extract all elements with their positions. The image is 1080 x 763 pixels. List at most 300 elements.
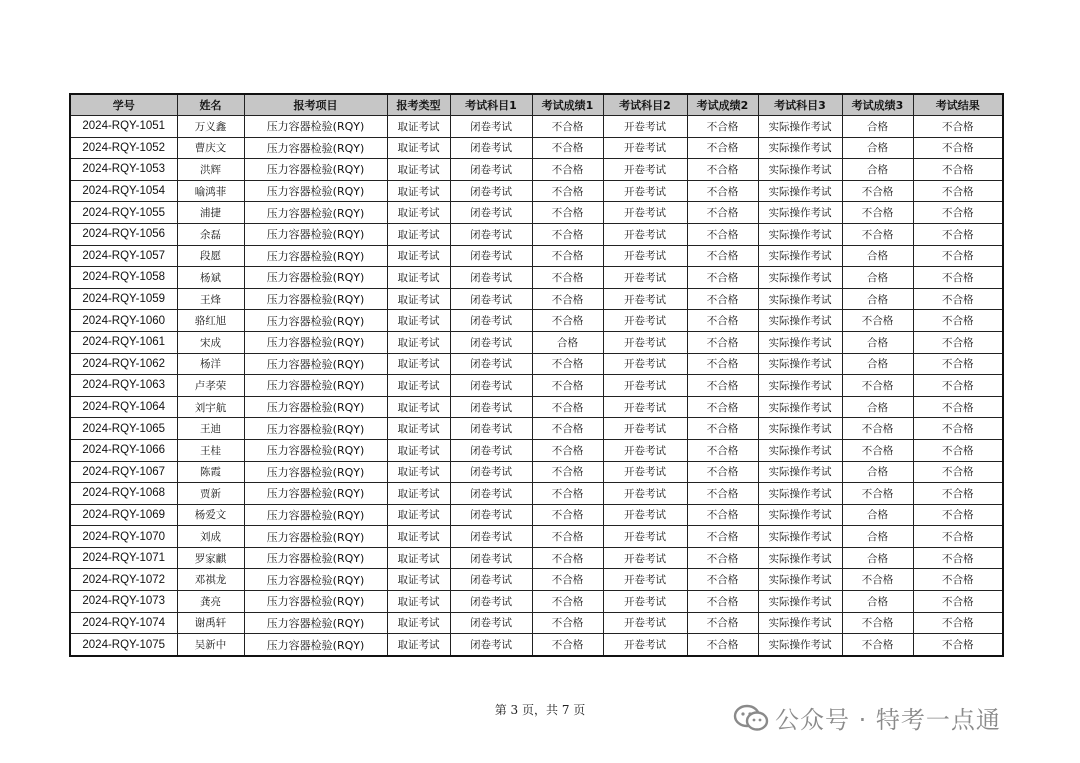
cell-score-3: 合格 xyxy=(842,526,913,548)
page-number: 第 3 页，共 7 页 xyxy=(494,703,586,717)
cell-result: 不合格 xyxy=(913,180,1003,202)
cell-student-id: 2024-RQY-1051 xyxy=(70,116,177,138)
cell-student-id: 2024-RQY-1053 xyxy=(70,159,177,181)
cell-score-2: 不合格 xyxy=(687,461,758,483)
cell-score-3: 不合格 xyxy=(842,612,913,634)
cell-subject-2: 开卷考试 xyxy=(603,353,687,375)
cell-type: 取证考试 xyxy=(387,634,450,656)
table-row xyxy=(70,375,1003,397)
cell-project: 压力容器检验(RQY) xyxy=(244,331,387,353)
cell-score-1: 不合格 xyxy=(532,353,603,375)
cell-subject-1: 闭卷考试 xyxy=(450,223,532,245)
cell-score-3: 不合格 xyxy=(842,202,913,224)
cell-score-2: 不合格 xyxy=(687,375,758,397)
cell-name: 刘宇航 xyxy=(177,396,244,418)
cell-subject-1: 闭卷考试 xyxy=(450,245,532,267)
cell-name: 宋成 xyxy=(177,331,244,353)
cell-score-3: 不合格 xyxy=(842,483,913,505)
cell-project: 压力容器检验(RQY) xyxy=(244,569,387,591)
cell-type: 取证考试 xyxy=(387,483,450,505)
cell-score-2: 不合格 xyxy=(687,353,758,375)
cell-score-1: 不合格 xyxy=(532,137,603,159)
cell-student-id: 2024-RQY-1071 xyxy=(70,547,177,569)
cell-name: 万义鑫 xyxy=(177,116,244,138)
cell-subject-3: 实际操作考试 xyxy=(758,310,842,332)
cell-subject-1: 闭卷考试 xyxy=(450,202,532,224)
table-row xyxy=(70,439,1003,461)
cell-subject-1: 闭卷考试 xyxy=(450,461,532,483)
cell-subject-2: 开卷考试 xyxy=(603,180,687,202)
cell-student-id: 2024-RQY-1061 xyxy=(70,331,177,353)
header-score-1: 考试成绩1 xyxy=(532,94,603,116)
cell-subject-3: 实际操作考试 xyxy=(758,504,842,526)
cell-score-1: 不合格 xyxy=(532,504,603,526)
table-row xyxy=(70,504,1003,526)
cell-student-id: 2024-RQY-1070 xyxy=(70,526,177,548)
cell-project: 压力容器检验(RQY) xyxy=(244,439,387,461)
cell-student-id: 2024-RQY-1063 xyxy=(70,375,177,397)
cell-result: 不合格 xyxy=(913,267,1003,289)
cell-student-id: 2024-RQY-1057 xyxy=(70,245,177,267)
cell-score-2: 不合格 xyxy=(687,439,758,461)
cell-subject-2: 开卷考试 xyxy=(603,331,687,353)
cell-score-1: 不合格 xyxy=(532,439,603,461)
cell-project: 压力容器检验(RQY) xyxy=(244,245,387,267)
cell-score-3: 不合格 xyxy=(842,569,913,591)
cell-student-id: 2024-RQY-1052 xyxy=(70,137,177,159)
cell-subject-3: 实际操作考试 xyxy=(758,202,842,224)
cell-subject-2: 开卷考试 xyxy=(603,612,687,634)
cell-result: 不合格 xyxy=(913,288,1003,310)
table-row xyxy=(70,612,1003,634)
cell-type: 取证考试 xyxy=(387,223,450,245)
cell-project: 压力容器检验(RQY) xyxy=(244,159,387,181)
cell-student-id: 2024-RQY-1060 xyxy=(70,310,177,332)
cell-score-1: 不合格 xyxy=(532,612,603,634)
cell-score-2: 不合格 xyxy=(687,612,758,634)
cell-subject-1: 闭卷考试 xyxy=(450,547,532,569)
cell-score-2: 不合格 xyxy=(687,180,758,202)
cell-subject-2: 开卷考试 xyxy=(603,116,687,138)
cell-subject-3: 实际操作考试 xyxy=(758,483,842,505)
cell-score-2: 不合格 xyxy=(687,526,758,548)
table-row xyxy=(70,331,1003,353)
cell-subject-2: 开卷考试 xyxy=(603,375,687,397)
cell-subject-1: 闭卷考试 xyxy=(450,353,532,375)
cell-subject-2: 开卷考试 xyxy=(603,396,687,418)
cell-score-2: 不合格 xyxy=(687,116,758,138)
cell-name: 喻鸿菲 xyxy=(177,180,244,202)
cell-name: 骆红旭 xyxy=(177,310,244,332)
cell-subject-3: 实际操作考试 xyxy=(758,137,842,159)
cell-student-id: 2024-RQY-1072 xyxy=(70,569,177,591)
header-subject-1: 考试科目1 xyxy=(450,94,532,116)
table-row xyxy=(70,267,1003,289)
cell-subject-1: 闭卷考试 xyxy=(450,591,532,613)
cell-score-1: 不合格 xyxy=(532,159,603,181)
cell-result: 不合格 xyxy=(913,223,1003,245)
cell-result: 不合格 xyxy=(913,504,1003,526)
cell-result: 不合格 xyxy=(913,418,1003,440)
table-row xyxy=(70,526,1003,548)
cell-score-2: 不合格 xyxy=(687,267,758,289)
cell-subject-3: 实际操作考试 xyxy=(758,439,842,461)
cell-score-3: 不合格 xyxy=(842,223,913,245)
cell-subject-2: 开卷考试 xyxy=(603,137,687,159)
cell-subject-3: 实际操作考试 xyxy=(758,267,842,289)
cell-score-3: 合格 xyxy=(842,116,913,138)
cell-project: 压力容器检验(RQY) xyxy=(244,483,387,505)
cell-name: 曹庆文 xyxy=(177,137,244,159)
cell-student-id: 2024-RQY-1064 xyxy=(70,396,177,418)
cell-name: 刘成 xyxy=(177,526,244,548)
cell-score-2: 不合格 xyxy=(687,591,758,613)
cell-subject-1: 闭卷考试 xyxy=(450,483,532,505)
cell-score-3: 不合格 xyxy=(842,418,913,440)
cell-type: 取证考试 xyxy=(387,353,450,375)
cell-type: 取证考试 xyxy=(387,331,450,353)
cell-score-1: 不合格 xyxy=(532,591,603,613)
table-row xyxy=(70,396,1003,418)
cell-result: 不合格 xyxy=(913,116,1003,138)
watermark xyxy=(733,700,1001,735)
header-type: 报考类型 xyxy=(387,94,450,116)
cell-student-id: 2024-RQY-1059 xyxy=(70,288,177,310)
cell-result: 不合格 xyxy=(913,245,1003,267)
cell-project: 压力容器检验(RQY) xyxy=(244,547,387,569)
cell-project: 压力容器检验(RQY) xyxy=(244,202,387,224)
cell-subject-1: 闭卷考试 xyxy=(450,569,532,591)
cell-student-id: 2024-RQY-1067 xyxy=(70,461,177,483)
header-score-3: 考试成绩3 xyxy=(842,94,913,116)
cell-project: 压力容器检验(RQY) xyxy=(244,267,387,289)
cell-score-1: 不合格 xyxy=(532,202,603,224)
cell-type: 取证考试 xyxy=(387,288,450,310)
cell-project: 压力容器检验(RQY) xyxy=(244,310,387,332)
cell-subject-2: 开卷考试 xyxy=(603,202,687,224)
cell-score-3: 不合格 xyxy=(842,375,913,397)
cell-subject-3: 实际操作考试 xyxy=(758,180,842,202)
cell-result: 不合格 xyxy=(913,612,1003,634)
cell-project: 压力容器检验(RQY) xyxy=(244,461,387,483)
cell-score-1: 不合格 xyxy=(532,569,603,591)
table-row xyxy=(70,547,1003,569)
cell-subject-2: 开卷考试 xyxy=(603,245,687,267)
cell-subject-3: 实际操作考试 xyxy=(758,375,842,397)
cell-score-1: 不合格 xyxy=(532,418,603,440)
cell-subject-3: 实际操作考试 xyxy=(758,159,842,181)
header-subject-3: 考试科目3 xyxy=(758,94,842,116)
cell-score-1: 不合格 xyxy=(532,267,603,289)
cell-score-2: 不合格 xyxy=(687,245,758,267)
results-table-container xyxy=(69,93,1004,657)
cell-subject-1: 闭卷考试 xyxy=(450,137,532,159)
cell-name: 段愿 xyxy=(177,245,244,267)
cell-name: 邓祺龙 xyxy=(177,569,244,591)
cell-name: 王桂 xyxy=(177,439,244,461)
cell-score-3: 合格 xyxy=(842,591,913,613)
cell-score-3: 不合格 xyxy=(842,180,913,202)
results-table xyxy=(69,93,1004,657)
cell-score-1: 不合格 xyxy=(532,375,603,397)
table-row xyxy=(70,137,1003,159)
cell-subject-3: 实际操作考试 xyxy=(758,461,842,483)
header-project: 报考项目 xyxy=(244,94,387,116)
cell-score-2: 不合格 xyxy=(687,288,758,310)
cell-type: 取证考试 xyxy=(387,396,450,418)
cell-subject-1: 闭卷考试 xyxy=(450,267,532,289)
cell-score-3: 合格 xyxy=(842,245,913,267)
cell-subject-2: 开卷考试 xyxy=(603,634,687,656)
cell-project: 压力容器检验(RQY) xyxy=(244,288,387,310)
cell-score-2: 不合格 xyxy=(687,634,758,656)
cell-type: 取证考试 xyxy=(387,375,450,397)
cell-project: 压力容器检验(RQY) xyxy=(244,418,387,440)
cell-subject-2: 开卷考试 xyxy=(603,288,687,310)
cell-name: 洪辉 xyxy=(177,159,244,181)
cell-score-3: 合格 xyxy=(842,159,913,181)
cell-project: 压力容器检验(RQY) xyxy=(244,396,387,418)
table-row xyxy=(70,245,1003,267)
cell-score-3: 合格 xyxy=(842,461,913,483)
header-name: 姓名 xyxy=(177,94,244,116)
table-row xyxy=(70,483,1003,505)
table-row xyxy=(70,353,1003,375)
cell-score-1: 不合格 xyxy=(532,483,603,505)
cell-result: 不合格 xyxy=(913,634,1003,656)
cell-subject-3: 实际操作考试 xyxy=(758,116,842,138)
cell-subject-1: 闭卷考试 xyxy=(450,310,532,332)
cell-subject-1: 闭卷考试 xyxy=(450,375,532,397)
cell-result: 不合格 xyxy=(913,137,1003,159)
cell-subject-1: 闭卷考试 xyxy=(450,634,532,656)
cell-subject-3: 实际操作考试 xyxy=(758,634,842,656)
cell-result: 不合格 xyxy=(913,439,1003,461)
cell-subject-2: 开卷考试 xyxy=(603,418,687,440)
cell-name: 龚亮 xyxy=(177,591,244,613)
cell-score-3: 不合格 xyxy=(842,439,913,461)
cell-subject-3: 实际操作考试 xyxy=(758,418,842,440)
cell-result: 不合格 xyxy=(913,396,1003,418)
cell-subject-1: 闭卷考试 xyxy=(450,526,532,548)
cell-result: 不合格 xyxy=(913,526,1003,548)
cell-type: 取证考试 xyxy=(387,310,450,332)
table-row xyxy=(70,116,1003,138)
cell-score-1: 合格 xyxy=(532,331,603,353)
cell-type: 取证考试 xyxy=(387,526,450,548)
cell-type: 取证考试 xyxy=(387,591,450,613)
cell-result: 不合格 xyxy=(913,591,1003,613)
cell-project: 压力容器检验(RQY) xyxy=(244,504,387,526)
cell-name: 杨斌 xyxy=(177,267,244,289)
cell-subject-2: 开卷考试 xyxy=(603,461,687,483)
cell-score-3: 合格 xyxy=(842,396,913,418)
cell-score-1: 不合格 xyxy=(532,547,603,569)
cell-score-1: 不合格 xyxy=(532,180,603,202)
cell-name: 王迪 xyxy=(177,418,244,440)
cell-project: 压力容器检验(RQY) xyxy=(244,116,387,138)
cell-subject-2: 开卷考试 xyxy=(603,310,687,332)
cell-result: 不合格 xyxy=(913,483,1003,505)
watermark-text: 公众号 · 特考一点通 xyxy=(775,706,1001,734)
cell-type: 取证考试 xyxy=(387,180,450,202)
cell-student-id: 2024-RQY-1065 xyxy=(70,418,177,440)
cell-score-1: 不合格 xyxy=(532,288,603,310)
cell-subject-2: 开卷考试 xyxy=(603,483,687,505)
cell-project: 压力容器检验(RQY) xyxy=(244,591,387,613)
cell-result: 不合格 xyxy=(913,461,1003,483)
cell-student-id: 2024-RQY-1054 xyxy=(70,180,177,202)
cell-student-id: 2024-RQY-1062 xyxy=(70,353,177,375)
cell-project: 压力容器检验(RQY) xyxy=(244,526,387,548)
cell-result: 不合格 xyxy=(913,202,1003,224)
cell-subject-2: 开卷考试 xyxy=(603,591,687,613)
cell-name: 王烽 xyxy=(177,288,244,310)
cell-subject-3: 实际操作考试 xyxy=(758,223,842,245)
header-result: 考试结果 xyxy=(913,94,1003,116)
cell-student-id: 2024-RQY-1075 xyxy=(70,634,177,656)
cell-type: 取证考试 xyxy=(387,612,450,634)
cell-type: 取证考试 xyxy=(387,137,450,159)
cell-type: 取证考试 xyxy=(387,547,450,569)
cell-score-3: 合格 xyxy=(842,288,913,310)
table-body xyxy=(70,116,1003,656)
header-score-2: 考试成绩2 xyxy=(687,94,758,116)
cell-type: 取证考试 xyxy=(387,245,450,267)
cell-name: 卢孝荣 xyxy=(177,375,244,397)
cell-score-2: 不合格 xyxy=(687,137,758,159)
cell-score-2: 不合格 xyxy=(687,569,758,591)
table-row xyxy=(70,461,1003,483)
cell-name: 吴新中 xyxy=(177,634,244,656)
cell-score-2: 不合格 xyxy=(687,331,758,353)
cell-subject-3: 实际操作考试 xyxy=(758,353,842,375)
cell-type: 取证考试 xyxy=(387,116,450,138)
cell-result: 不合格 xyxy=(913,547,1003,569)
cell-subject-1: 闭卷考试 xyxy=(450,439,532,461)
cell-subject-2: 开卷考试 xyxy=(603,504,687,526)
cell-result: 不合格 xyxy=(913,375,1003,397)
cell-score-2: 不合格 xyxy=(687,310,758,332)
cell-type: 取证考试 xyxy=(387,202,450,224)
cell-score-1: 不合格 xyxy=(532,245,603,267)
cell-subject-2: 开卷考试 xyxy=(603,159,687,181)
cell-project: 压力容器检验(RQY) xyxy=(244,634,387,656)
cell-result: 不合格 xyxy=(913,159,1003,181)
cell-type: 取证考试 xyxy=(387,418,450,440)
cell-subject-3: 实际操作考试 xyxy=(758,331,842,353)
cell-score-3: 合格 xyxy=(842,267,913,289)
cell-subject-3: 实际操作考试 xyxy=(758,612,842,634)
cell-score-1: 不合格 xyxy=(532,396,603,418)
cell-score-3: 合格 xyxy=(842,137,913,159)
cell-subject-1: 闭卷考试 xyxy=(450,159,532,181)
cell-project: 压力容器检验(RQY) xyxy=(244,353,387,375)
cell-name: 谢禹轩 xyxy=(177,612,244,634)
cell-name: 杨爱文 xyxy=(177,504,244,526)
cell-score-3: 合格 xyxy=(842,331,913,353)
header-student-id: 学号 xyxy=(70,94,177,116)
cell-score-1: 不合格 xyxy=(532,310,603,332)
table-row xyxy=(70,159,1003,181)
cell-result: 不合格 xyxy=(913,331,1003,353)
cell-project: 压力容器检验(RQY) xyxy=(244,612,387,634)
cell-score-1: 不合格 xyxy=(532,526,603,548)
cell-subject-1: 闭卷考试 xyxy=(450,396,532,418)
cell-project: 压力容器检验(RQY) xyxy=(244,180,387,202)
cell-student-id: 2024-RQY-1058 xyxy=(70,267,177,289)
cell-subject-2: 开卷考试 xyxy=(603,267,687,289)
table-row xyxy=(70,202,1003,224)
cell-type: 取证考试 xyxy=(387,569,450,591)
cell-student-id: 2024-RQY-1056 xyxy=(70,223,177,245)
cell-subject-2: 开卷考试 xyxy=(603,547,687,569)
cell-type: 取证考试 xyxy=(387,159,450,181)
table-row xyxy=(70,591,1003,613)
cell-subject-1: 闭卷考试 xyxy=(450,504,532,526)
cell-subject-3: 实际操作考试 xyxy=(758,288,842,310)
cell-subject-2: 开卷考试 xyxy=(603,439,687,461)
cell-subject-3: 实际操作考试 xyxy=(758,396,842,418)
table-row xyxy=(70,180,1003,202)
cell-subject-1: 闭卷考试 xyxy=(450,116,532,138)
cell-subject-1: 闭卷考试 xyxy=(450,288,532,310)
cell-subject-3: 实际操作考试 xyxy=(758,245,842,267)
cell-score-2: 不合格 xyxy=(687,418,758,440)
cell-name: 杨洋 xyxy=(177,353,244,375)
cell-subject-3: 实际操作考试 xyxy=(758,547,842,569)
cell-score-3: 合格 xyxy=(842,504,913,526)
cell-project: 压力容器检验(RQY) xyxy=(244,375,387,397)
cell-score-3: 合格 xyxy=(842,547,913,569)
cell-score-2: 不合格 xyxy=(687,504,758,526)
cell-type: 取证考试 xyxy=(387,504,450,526)
cell-student-id: 2024-RQY-1074 xyxy=(70,612,177,634)
cell-subject-1: 闭卷考试 xyxy=(450,180,532,202)
table-header-row xyxy=(70,94,1003,116)
cell-score-1: 不合格 xyxy=(532,116,603,138)
cell-type: 取证考试 xyxy=(387,267,450,289)
cell-score-3: 不合格 xyxy=(842,310,913,332)
table-row xyxy=(70,418,1003,440)
header-subject-2: 考试科目2 xyxy=(603,94,687,116)
cell-score-2: 不合格 xyxy=(687,223,758,245)
cell-result: 不合格 xyxy=(913,353,1003,375)
cell-subject-3: 实际操作考试 xyxy=(758,569,842,591)
cell-score-1: 不合格 xyxy=(532,223,603,245)
cell-score-2: 不合格 xyxy=(687,396,758,418)
cell-score-1: 不合格 xyxy=(532,461,603,483)
cell-score-3: 合格 xyxy=(842,353,913,375)
cell-subject-2: 开卷考试 xyxy=(603,526,687,548)
wechat-icon xyxy=(733,704,769,732)
cell-subject-1: 闭卷考试 xyxy=(450,418,532,440)
cell-project: 压力容器检验(RQY) xyxy=(244,223,387,245)
cell-type: 取证考试 xyxy=(387,439,450,461)
cell-score-2: 不合格 xyxy=(687,547,758,569)
table-row xyxy=(70,310,1003,332)
cell-subject-3: 实际操作考试 xyxy=(758,526,842,548)
cell-student-id: 2024-RQY-1066 xyxy=(70,439,177,461)
cell-subject-2: 开卷考试 xyxy=(603,223,687,245)
cell-name: 余磊 xyxy=(177,223,244,245)
cell-subject-1: 闭卷考试 xyxy=(450,331,532,353)
cell-student-id: 2024-RQY-1068 xyxy=(70,483,177,505)
cell-type: 取证考试 xyxy=(387,461,450,483)
cell-name: 贾新 xyxy=(177,483,244,505)
table-row xyxy=(70,634,1003,656)
cell-student-id: 2024-RQY-1069 xyxy=(70,504,177,526)
